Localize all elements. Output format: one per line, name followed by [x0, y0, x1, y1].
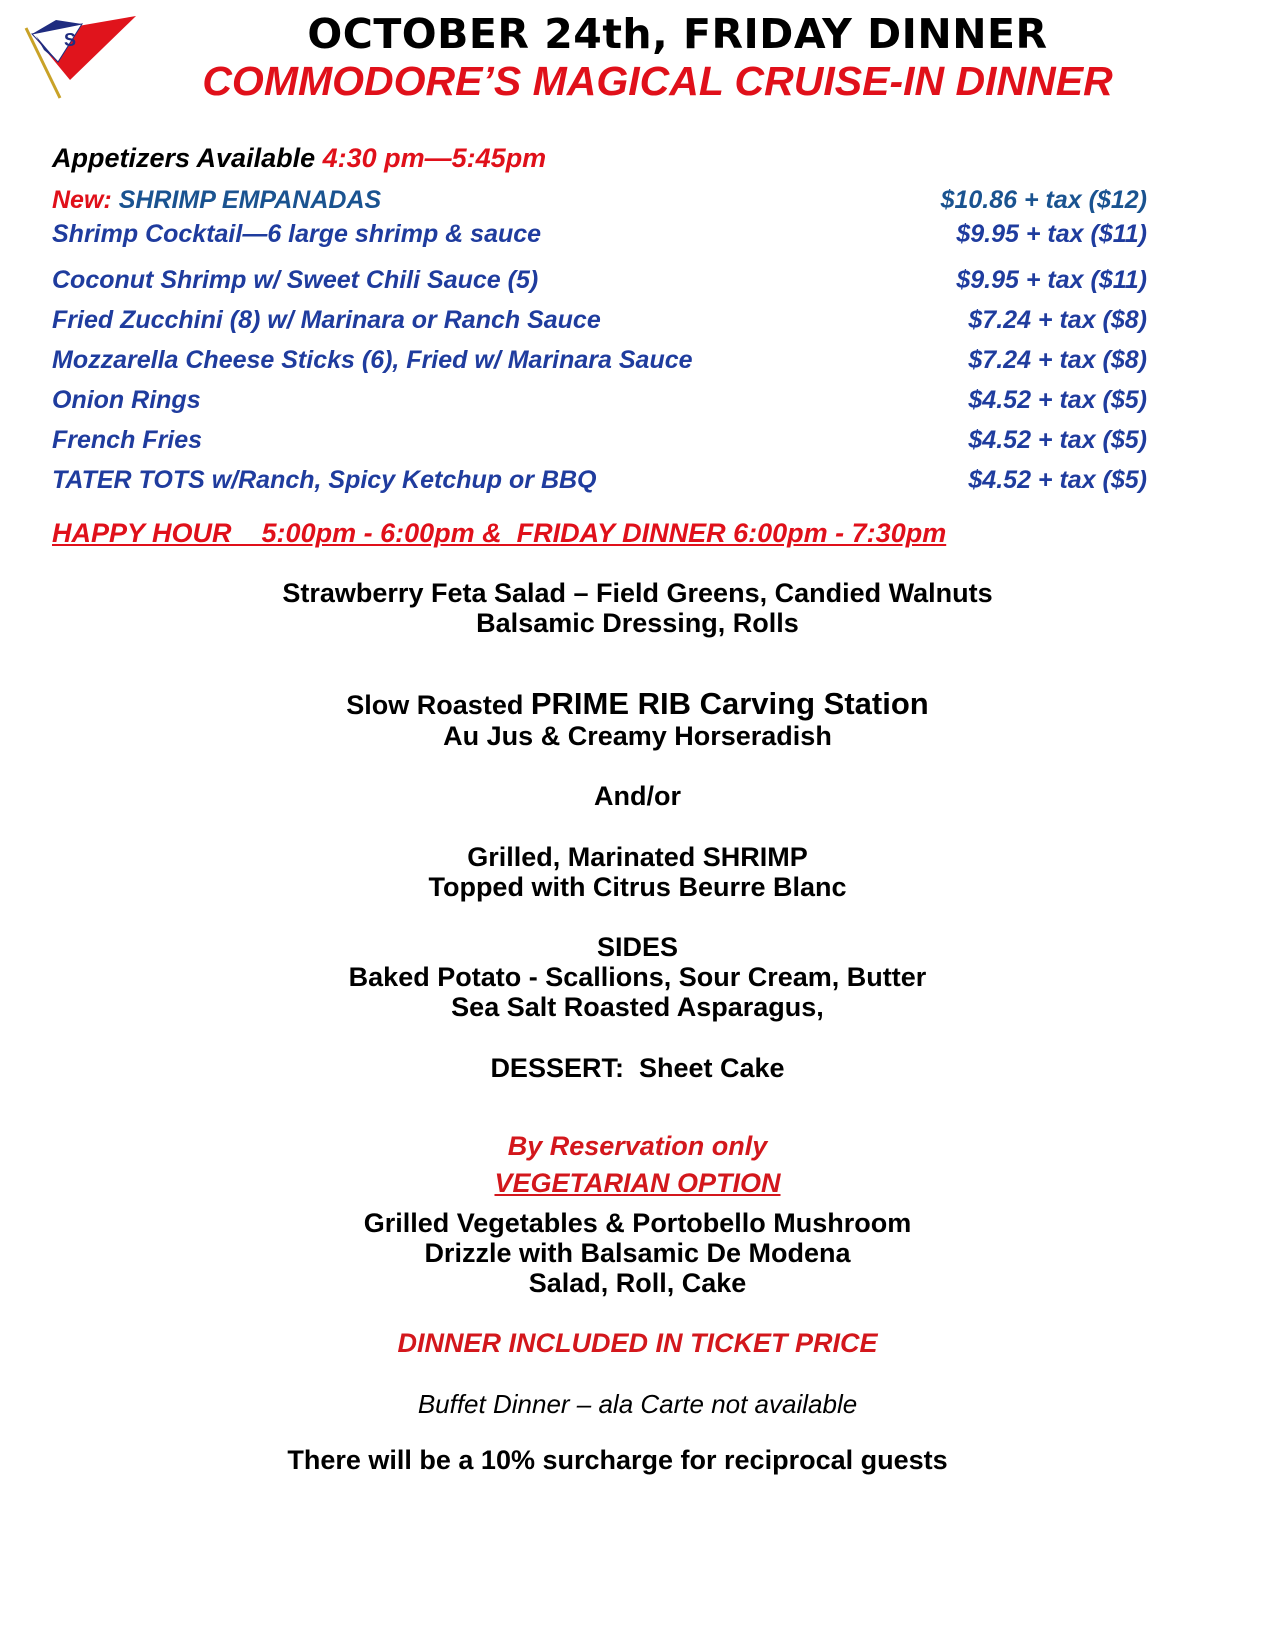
vegetarian-heading: VEGETARIAN OPTION — [494, 1168, 781, 1198]
page-subtitle: COMMODORE’S MAGICAL CRUISE-IN DINNER — [202, 58, 1113, 104]
appetizers-heading — [52, 143, 546, 174]
sides-line-2: Sea Salt Roasted Asparagus, — [451, 992, 824, 1022]
page-title: OCTOBER 24th, FRIDAY DINNER — [307, 10, 1048, 58]
reservation-note: By Reservation only — [507, 1131, 768, 1161]
menu-row — [52, 306, 1147, 338]
menu-row — [52, 220, 1147, 252]
burgee-letter: S — [64, 30, 77, 50]
prime-prefix: Slow Roasted — [346, 690, 531, 720]
vegetarian-heading-wrap — [0, 1168, 1275, 1199]
item-price: $9.95 + tax ($11) — [956, 220, 1147, 248]
buffet-note: Buffet Dinner – ala Carte not available — [417, 1389, 858, 1419]
vegetarian-line-1: Grilled Vegetables & Portobello Mushroom — [363, 1208, 912, 1238]
item-name: Mozzarella Cheese Sticks (6), Fried w/ Marinara Sauce — [52, 346, 693, 374]
menu-row — [52, 266, 1147, 298]
menu-row — [52, 386, 1147, 418]
menu-row — [52, 466, 1147, 498]
menu-row — [52, 186, 1147, 218]
prime-rib-line — [0, 686, 1275, 722]
item-price: $10.86 + tax ($12) — [940, 186, 1147, 214]
item-price: $7.24 + tax ($8) — [968, 346, 1147, 374]
andor-text: And/or — [594, 781, 681, 811]
vegetarian-line-2: Drizzle with Balsamic De Modena — [424, 1238, 851, 1268]
item-name: Onion Rings — [52, 386, 201, 414]
salad-line-2: Balsamic Dressing, Rolls — [476, 608, 799, 638]
item-price: $7.24 + tax ($8) — [968, 306, 1147, 334]
vegetarian-line-3: Salad, Roll, Cake — [528, 1268, 747, 1298]
item-name: Shrimp Cocktail—6 large shrimp & sauce — [52, 220, 542, 248]
sides-heading: SIDES — [596, 932, 679, 962]
salad-line-1: Strawberry Feta Salad – Field Greens, Candied Walnuts — [282, 578, 993, 608]
surcharge-note: There will be a 10% surcharge for reciprocal guests — [287, 1445, 948, 1475]
menu-row — [52, 426, 1147, 458]
item-name: French Fries — [52, 426, 203, 454]
shrimp-line-1: Grilled, Marinated SHRIMP — [467, 842, 808, 872]
item-name: SHRIMP EMPANADAS — [118, 186, 382, 214]
item-name: TATER TOTS w/Ranch, Spicy Ketchup or BBQ — [52, 466, 597, 494]
shrimp-line-2: Topped with Citrus Beurre Blanc — [428, 872, 847, 902]
new-label: New: — [52, 186, 112, 214]
dessert-line: DESSERT: Sheet Cake — [490, 1053, 785, 1083]
prime-rib-line-2: Au Jus & Creamy Horseradish — [443, 721, 832, 751]
item-name: Fried Zucchini (8) w/ Marinara or Ranch Sauce — [52, 306, 601, 334]
item-price: $4.52 + tax ($5) — [968, 426, 1147, 454]
item-price: $9.95 + tax ($11) — [956, 266, 1147, 294]
item-price: $4.52 + tax ($5) — [968, 386, 1147, 414]
appetizers-hours: 4:30 pm—5:45pm — [322, 143, 547, 173]
item-name: Coconut Shrimp w/ Sweet Chili Sauce (5) — [52, 266, 539, 294]
appetizers-label: Appetizers Available — [52, 143, 316, 173]
menu-row — [52, 346, 1147, 378]
item-price: $4.52 + tax ($5) — [968, 466, 1147, 494]
prime-main: PRIME RIB Carving Station — [530, 686, 929, 721]
happy-hour-line: HAPPY HOUR 5:00pm - 6:00pm & FRIDAY DINNER 6:00pm - 7:30pm — [52, 518, 947, 548]
dinner-included-note: DINNER INCLUDED IN TICKET PRICE — [397, 1328, 878, 1358]
sides-line-1: Baked Potato - Scallions, Sour Cream, Butter — [348, 962, 927, 992]
